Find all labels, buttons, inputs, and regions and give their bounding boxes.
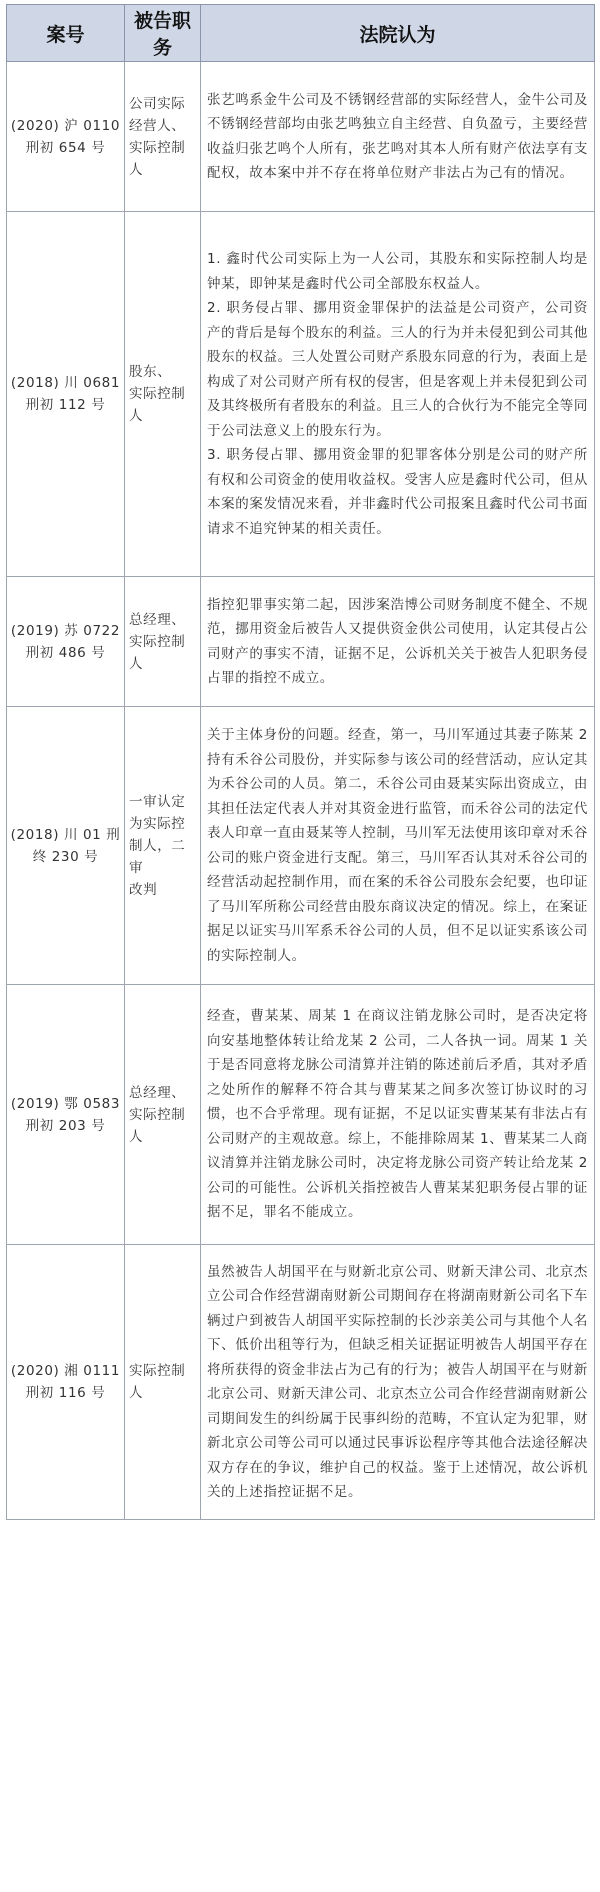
case-number-line: (2019) 苏 0722: [10, 622, 121, 639]
case-number-line: (2019) 鄂 0583: [10, 1095, 121, 1112]
defendant-role-cell: [125, 62, 201, 212]
role-line: 为实际控: [129, 815, 186, 832]
role-line: 公司实际: [129, 95, 186, 112]
opinion-paragraph: 经查，曹某某、周某 1 在商议注销龙脉公司时，是否决定将向安基地整体转让给龙某 2 公司，二人各执一词。周某 1 关于是否同意将龙脉公司清算并注销的陈述前后矛盾，其对矛盾之处所作的解释不符合其与曹某某之间多次签订协议时的习惯，也不合乎常理。现有证据，不足以证实曹某某有非法占有公司财产的主观故意。综上，不能排除周某 1、曹某某二人商议清算并注销龙脉公司时，决定将龙脉公司资产转让给龙某 2 公司的可能性。公诉机关指控被告人曹某某犯职务侵占罪的证据不足，罪名不能成立。: [207, 1008, 588, 1221]
table-row: [7, 985, 595, 1245]
case-number-line: 终 230 号: [32, 848, 99, 865]
case-number-line: (2018) 川 01 刑: [10, 826, 121, 843]
case-number-cell: [7, 1245, 125, 1520]
role-line: 制人，二审: [129, 837, 186, 876]
table-row: [7, 707, 595, 985]
defendant-role-cell: [125, 212, 201, 577]
case-number-line: 刑初 486 号: [25, 644, 106, 661]
opinion-paragraph: 指控犯罪事实第二起，因涉案浩博公司财务制度不健全、不规范，挪用资金后被告人又提供资金供公司使用，认定其侵占公司财产的事实不清，证据不足，公诉机关关于被告人犯职务侵占罪的指控不成立。: [207, 596, 588, 686]
table-row: [7, 577, 595, 707]
defendant-role-cell: [125, 985, 201, 1245]
header-case-number: 案号: [7, 5, 125, 62]
role-line: 实际控制: [129, 1363, 186, 1379]
role-line: 改判: [129, 881, 158, 898]
role-line: 人: [129, 1128, 144, 1145]
case-number-cell: [7, 62, 125, 212]
role-line: 总经理、: [129, 1084, 186, 1101]
role-line: 人: [129, 1385, 144, 1401]
case-number-line: (2020) 湘 0111: [10, 1363, 121, 1379]
court-opinion-table: [6, 4, 595, 1520]
opinion-paragraph: 2. 职务侵占罪、挪用资金罪保护的法益是公司资产，公司资产的背后是每个股东的利益。三人的行为并未侵犯到公司其他股东的权益。三人处置公司财产系股东同意的行为，表面上是构成了对公司财产所有权的侵害，但是客观上并未侵犯到公司及其终极所有者股东的利益。且三人的合伙行为不能完全等同于公司法意义上的股东行为。: [207, 300, 588, 439]
opinion-paragraph: 虽然被告人胡国平在与财新北京公司、财新天津公司、北京杰立公司合作经营湖南财新公司期间存在将湖南财新公司名下车辆过户到被告人胡国平实际控制的长沙亲美公司与其他个人名下、低价出租等行为，但缺乏相关证据证明被告人胡国平存在将所获得的资金非法占为己有的行为；被告人胡国平在与财新北京公司、财新天津公司、北京杰立公司合作经营湖南财新公司期间发生的纠纷属于民事纠纷的范畴，不宜认定为犯罪，财新北京公司等公司可以通过民事诉讼程序等其他合法途径解决双方存在的争议，维护自己的权益。鉴于上述情况，故公诉机关的上述指控证据不足。: [207, 1263, 588, 1500]
defendant-role-cell: [125, 577, 201, 707]
role-line: 人: [129, 655, 144, 672]
header-defendant-role: 被告职务: [125, 5, 201, 62]
case-number-cell: [7, 985, 125, 1245]
role-line: 总经理、: [129, 611, 186, 628]
court-opinion-cell: [201, 212, 595, 577]
case-number-cell: [7, 577, 125, 707]
role-line: 实际控制: [129, 1106, 186, 1123]
case-number-line: (2020) 沪 0110: [10, 117, 121, 134]
case-number-cell: [7, 212, 125, 577]
defendant-role-cell: [125, 1245, 201, 1520]
opinion-paragraph: 3. 职务侵占罪、挪用资金罪的犯罪客体分别是公司的财产所有权和公司资金的使用收益权。受害人应是鑫时代公司，但从本案的案发情况来看，并非鑫时代公司报案且鑫时代公司书面请求不追究钟某的相关责任。: [207, 447, 588, 537]
role-line: 一审认定: [129, 793, 186, 810]
case-number-line: 刑初 654 号: [25, 139, 106, 156]
court-opinion-cell: [201, 1245, 595, 1520]
header-court-opinion: 法院认为: [201, 5, 595, 62]
defendant-role-cell: [125, 707, 201, 985]
role-line: 人: [129, 408, 144, 424]
case-number-line: 刑初 203 号: [25, 1117, 106, 1134]
opinion-paragraph: 张艺鸣系金牛公司及不锈钢经营部的实际经营人，金牛公司及不锈钢经营部均由张艺鸣独立自主经营、自负盈亏，主要经营收益归张艺鸣个人所有，张艺鸣对其本人所有财产依法享有支配权，故本案中并不存在将单位财产非法占为己有的情况。: [207, 91, 588, 181]
case-number-line: 刑初 112 号: [25, 397, 106, 413]
court-opinion-cell: [201, 985, 595, 1245]
role-line: 实际控制: [129, 386, 186, 402]
role-line: 人: [129, 161, 144, 178]
court-opinion-cell: [201, 577, 595, 707]
case-number-line: 刑初 116 号: [25, 1385, 106, 1401]
case-number-line: (2018) 川 0681: [10, 375, 121, 391]
case-number-cell: [7, 707, 125, 985]
role-line: 经营人、: [129, 117, 186, 134]
opinion-paragraph: 关于主体身份的问题。经查，第一，马川军通过其妻子陈某 2 持有禾谷公司股份，并实际参与该公司的经营活动，应认定其为禾谷公司的人员。第二，禾谷公司由聂某实际出资成立，由其担任法定代表人并对其资金进行监管，而禾谷公司的法定代表人印章一直由聂某等人控制，马川军无法使用该印章对禾谷公司的账户资金进行支配。第三，马川军否认其对禾谷公司的经营活动起控制作用，而在案的禾谷公司股东会纪要，也印证了马川军所称公司经营由股东商议决定的情况。综上，在案证据足以证实马川军系禾谷公司的人员，但不足以证实系该公司的实际控制人。: [207, 727, 588, 964]
table-row: [7, 212, 595, 577]
court-opinion-cell: [201, 707, 595, 985]
opinion-paragraph: 1. 鑫时代公司实际上为一人公司，其股东和实际控制人均是钟某，即钟某是鑫时代公司全部股东权益人。: [207, 251, 588, 292]
table-header-row: [7, 5, 595, 62]
table-row: [7, 1245, 595, 1520]
role-line: 实际控制: [129, 139, 186, 156]
role-line: 实际控制: [129, 633, 186, 650]
table-row: [7, 62, 595, 212]
court-opinion-cell: [201, 62, 595, 212]
role-line: 股东、: [129, 364, 172, 380]
